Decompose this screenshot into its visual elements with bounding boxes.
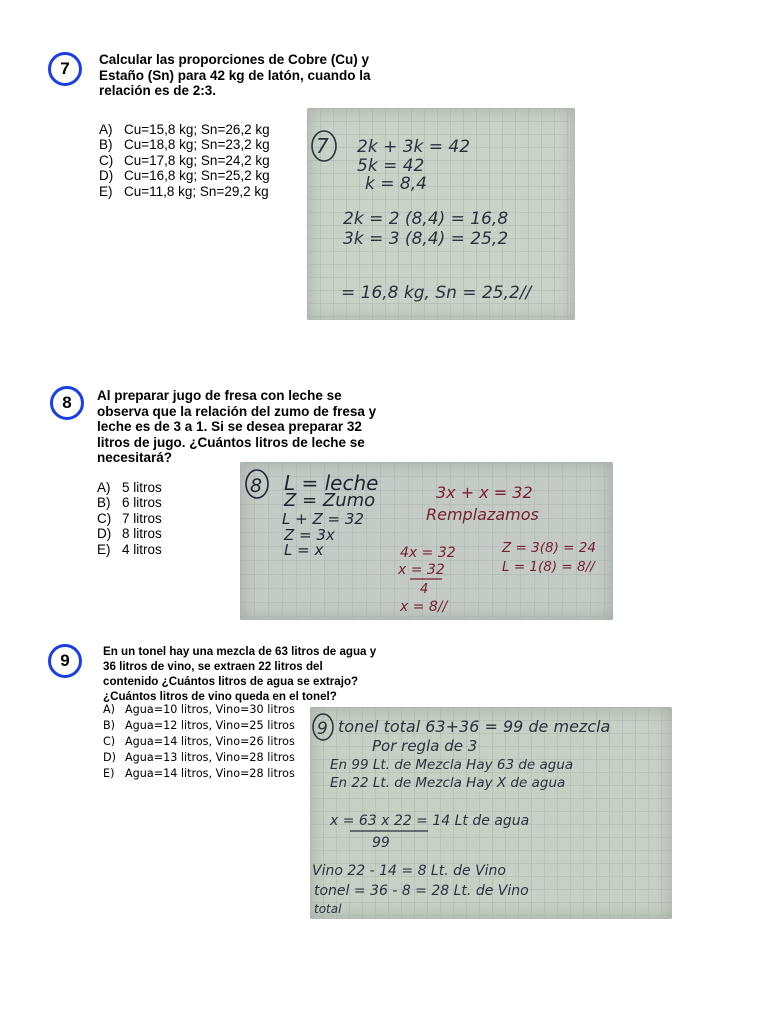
option-letter: B) — [99, 137, 113, 153]
option-letter: A) — [103, 703, 116, 716]
solution-line: 2k = 2 (8,4) = 16,8 — [343, 209, 509, 229]
option-letter: A) — [99, 122, 113, 137]
solution-line: 99 — [372, 835, 390, 851]
solution-line: Por regla de 3 — [372, 737, 478, 755]
option-c — [99, 153, 270, 168]
problem-number-7 — [48, 52, 82, 86]
option-letter: D) — [97, 526, 112, 542]
option-b — [99, 137, 270, 152]
option-a — [103, 702, 295, 718]
solution-line: tonel total 63+36 = 99 de mezcla — [338, 717, 611, 736]
option-letter: E) — [99, 183, 113, 199]
solution-9-svg — [310, 707, 672, 919]
handwritten-solution-8-photo — [240, 462, 613, 620]
option-text: 5 litros — [122, 480, 162, 495]
question-line: Calcular las proporciones de Cobre (Cu) y — [99, 52, 370, 67]
options-9 — [103, 702, 295, 782]
solution-line: En 22 Lt. de Mezcla Hay X de agua — [330, 775, 566, 791]
solution-line: total — [314, 902, 342, 916]
option-c — [103, 734, 295, 750]
option-a — [99, 122, 270, 137]
question-9-text — [103, 644, 400, 704]
question-line: relación es de 2:3. — [99, 83, 217, 99]
option-e — [103, 766, 295, 782]
option-letter: B) — [103, 719, 116, 732]
option-letter: E) — [97, 541, 111, 557]
handwritten-solution-7-photo — [307, 108, 575, 320]
option-d — [97, 526, 162, 541]
problem-number-label: 7 — [60, 59, 70, 78]
solution-line: x = 8// — [400, 599, 448, 615]
solution-line: x = 63 x 22 = 14 Lt de agua — [330, 813, 530, 829]
question-line: litros de jugo. ¿Cuántos litros de leche se — [97, 434, 365, 450]
options-8 — [97, 480, 162, 557]
option-text: Cu=18,8 kg; Sn=23,2 kg — [124, 137, 270, 153]
option-text: Agua=12 litros, Vino=25 litros — [125, 719, 295, 732]
solution-line: 4 — [420, 582, 429, 597]
option-text: Cu=11,8 kg; Sn=29,2 kg — [124, 183, 269, 199]
option-b — [103, 718, 295, 734]
solution-line: 2k + 3k = 42 — [357, 137, 471, 157]
option-text: 4 litros — [122, 541, 162, 557]
solution-line: Z = 3(8) = 24 — [502, 540, 596, 556]
solution-line: 4x = 32 — [400, 545, 456, 561]
option-text: 8 litros — [122, 526, 162, 542]
solution-line: = 16,8 kg, Sn = 25,2// — [341, 283, 532, 303]
option-c — [97, 511, 162, 526]
circled-number-7: 7 — [316, 134, 329, 158]
circled-number-9: 9 — [317, 719, 328, 739]
option-text: Agua=13 litros, Vino=28 litros — [125, 751, 295, 764]
option-letter: C) — [99, 152, 114, 168]
option-text: Cu=16,8 kg; Sn=25,2 kg — [124, 168, 270, 184]
solution-line: En 99 Lt. de Mezcla Hay 63 de agua — [330, 757, 574, 773]
question-line: 36 litros de vino, se extraen 22 litros del — [103, 660, 323, 673]
question-8-text — [97, 388, 393, 466]
solution-line: x = 32 — [398, 562, 445, 578]
solution-line: Vino 22 - 14 = 8 Lt. de Vino — [312, 863, 506, 879]
solution-line: Z = Zumo — [284, 490, 376, 511]
option-text: Cu=17,8 kg; Sn=24,2 kg — [124, 152, 270, 168]
question-line: necesitará? — [97, 450, 173, 466]
option-letter: B) — [97, 495, 111, 511]
option-text: Agua=14 litros, Vino=26 litros — [125, 735, 295, 748]
option-letter: A) — [97, 480, 111, 495]
option-d — [103, 750, 295, 766]
option-d — [99, 168, 270, 183]
question-line: contenido ¿Cuántos litros de agua se extrajo? — [103, 675, 359, 688]
solution-line: Z = 3x — [284, 526, 335, 544]
solution-line: 3x + x = 32 — [436, 483, 533, 502]
option-text: 7 litros — [122, 510, 162, 526]
option-text: 6 litros — [122, 495, 162, 511]
option-text: Agua=10 litros, Vino=30 litros — [125, 703, 295, 716]
option-e — [97, 542, 162, 557]
solution-line: k = 8,4 — [365, 174, 427, 194]
solution-line: L = 1(8) = 8// — [502, 559, 595, 575]
handwritten-solution-9-photo — [310, 707, 672, 919]
circled-number-8: 8 — [250, 475, 263, 497]
problem-number-label: 8 — [62, 393, 72, 412]
option-a — [97, 480, 162, 495]
question-line: leche es de 3 a 1. Si se desea preparar 32 — [97, 419, 362, 435]
question-7-text — [99, 52, 405, 99]
option-letter: C) — [97, 510, 112, 526]
problem-number-label: 9 — [60, 651, 70, 670]
solution-7-svg — [307, 108, 575, 320]
question-line: En un tonel hay una mezcla de 63 litros de agua y — [103, 645, 377, 658]
solution-line: L = x — [284, 541, 324, 559]
problem-number-9 — [48, 644, 82, 678]
solution-line: Remplazamos — [426, 505, 539, 524]
question-line: Al preparar jugo de fresa con leche se — [97, 388, 342, 403]
option-letter: D) — [99, 168, 114, 184]
option-letter: D) — [103, 751, 116, 764]
question-line: Estaño (Sn) para 42 kg de latón, cuando la — [99, 67, 371, 83]
solution-line: 5k = 42 — [357, 156, 425, 176]
option-b — [97, 495, 162, 510]
question-line: ¿Cuántos litros de vino queda en el tonel? — [103, 690, 337, 703]
solution-8-svg — [240, 462, 613, 620]
question-line: observa que la relación del zumo de fresa y — [97, 403, 377, 419]
options-7 — [99, 122, 270, 199]
option-e — [99, 184, 270, 199]
solution-line: L = leche — [284, 471, 379, 495]
option-text: Cu=15,8 kg; Sn=26,2 kg — [124, 122, 270, 137]
solution-line: 3k = 3 (8,4) = 25,2 — [343, 229, 509, 249]
option-text: Agua=14 litros, Vino=28 litros — [125, 767, 295, 780]
option-letter: E) — [103, 767, 115, 780]
solution-line: L + Z = 32 — [282, 510, 364, 528]
solution-line: tonel = 36 - 8 = 28 Lt. de Vino — [314, 883, 529, 899]
problem-number-8 — [50, 386, 84, 420]
option-letter: C) — [103, 735, 116, 748]
